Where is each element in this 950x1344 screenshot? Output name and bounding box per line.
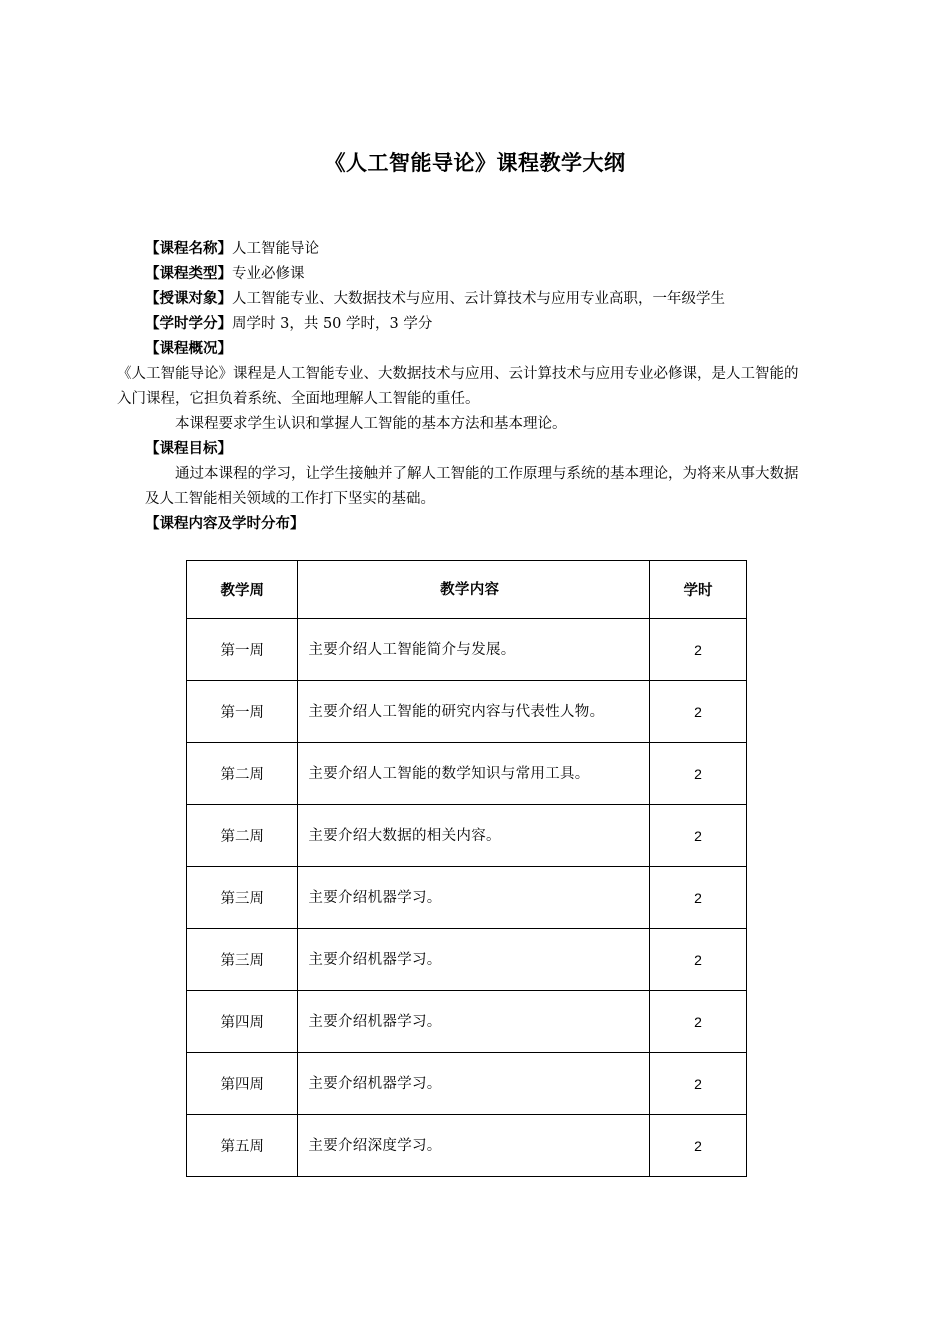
content-cell: 主要介绍机器学习。 [298,867,650,929]
course-name-line [145,237,810,262]
overview-heading-line [145,337,810,362]
document-title: 《人工智能导论》课程教学大纲 [324,151,626,175]
overview-paragraph: 《人工智能导论》课程是人工智能专业、大数据技术与应用、云计算技术与应用专业必修课，是人工智能的入门课程，它担负着系统、全面地理解人工智能的重任。 [117,366,799,407]
course-name-value: 人工智能导论 [232,241,319,257]
week-cell: 第二周 [187,743,298,805]
course-name-key: 【课程名称】 [145,241,232,257]
goal-heading: 【课程目标】 [145,441,232,457]
hours-cell: 2 [650,805,747,867]
header-content: 教学内容 [298,561,650,619]
table-row [187,743,747,805]
content-cell: 主要介绍机器学习。 [298,991,650,1053]
hours-cell: 2 [650,1115,747,1177]
week-cell: 第一周 [187,681,298,743]
content-cell: 主要介绍机器学习。 [298,1053,650,1115]
audience-key: 【授课对象】 [145,291,232,307]
header-week: 教学周 [187,561,298,619]
goal-heading-line [145,437,810,462]
hours-cell: 2 [650,867,747,929]
audience-value: 人工智能专业、大数据技术与应用、云计算技术与应用专业高职，一年级学生 [232,291,725,307]
content-cell: 主要介绍机器学习。 [298,929,650,991]
hours-cell: 2 [650,1053,747,1115]
hours-cell: 2 [650,681,747,743]
week-cell: 第五周 [187,1115,298,1177]
hours-line [145,312,810,337]
table-row [187,1115,747,1177]
course-type-line [145,262,810,287]
schedule-table [186,560,747,1177]
hours-key: 【学时学分】 [145,316,232,332]
table-row [187,619,747,681]
table-row [187,805,747,867]
week-cell: 第一周 [187,619,298,681]
table-row [187,681,747,743]
goal-paragraph: 通过本课程的学习，让学生接触并了解人工智能的工作原理与系统的基本理论，为将来从事大数据及人工智能相关领域的工作打下坚实的基础。 [145,466,799,507]
course-type-value: 专业必修课 [232,266,305,282]
course-type-key: 【课程类型】 [145,266,232,282]
table-header-row [187,561,747,619]
distribution-heading: 【课程内容及学时分布】 [145,516,305,532]
overview-paragraph-2: 本课程要求学生认识和掌握人工智能的基本方法和基本理论。 [175,416,567,432]
table-row [187,1053,747,1115]
hours-cell: 2 [650,991,747,1053]
week-cell: 第四周 [187,991,298,1053]
week-cell: 第四周 [187,1053,298,1115]
hours-cell: 2 [650,743,747,805]
content-cell: 主要介绍人工智能的研究内容与代表性人物。 [298,681,650,743]
week-cell: 第三周 [187,929,298,991]
content-cell: 主要介绍深度学习。 [298,1115,650,1177]
table-row [187,867,747,929]
header-hours: 学时 [650,561,747,619]
hours-value: 周学时 3，共 50 学时，3 学分 [232,316,433,332]
content-cell: 主要介绍人工智能简介与发展。 [298,619,650,681]
audience-line [145,287,810,312]
course-info [117,237,810,537]
overview-heading: 【课程概况】 [145,341,232,357]
hours-cell: 2 [650,929,747,991]
content-cell: 主要介绍大数据的相关内容。 [298,805,650,867]
table-row [187,929,747,991]
table-row [187,991,747,1053]
week-cell: 第三周 [187,867,298,929]
week-cell: 第二周 [187,805,298,867]
distribution-heading-line [145,512,810,537]
content-cell: 主要介绍人工智能的数学知识与常用工具。 [298,743,650,805]
hours-cell: 2 [650,619,747,681]
